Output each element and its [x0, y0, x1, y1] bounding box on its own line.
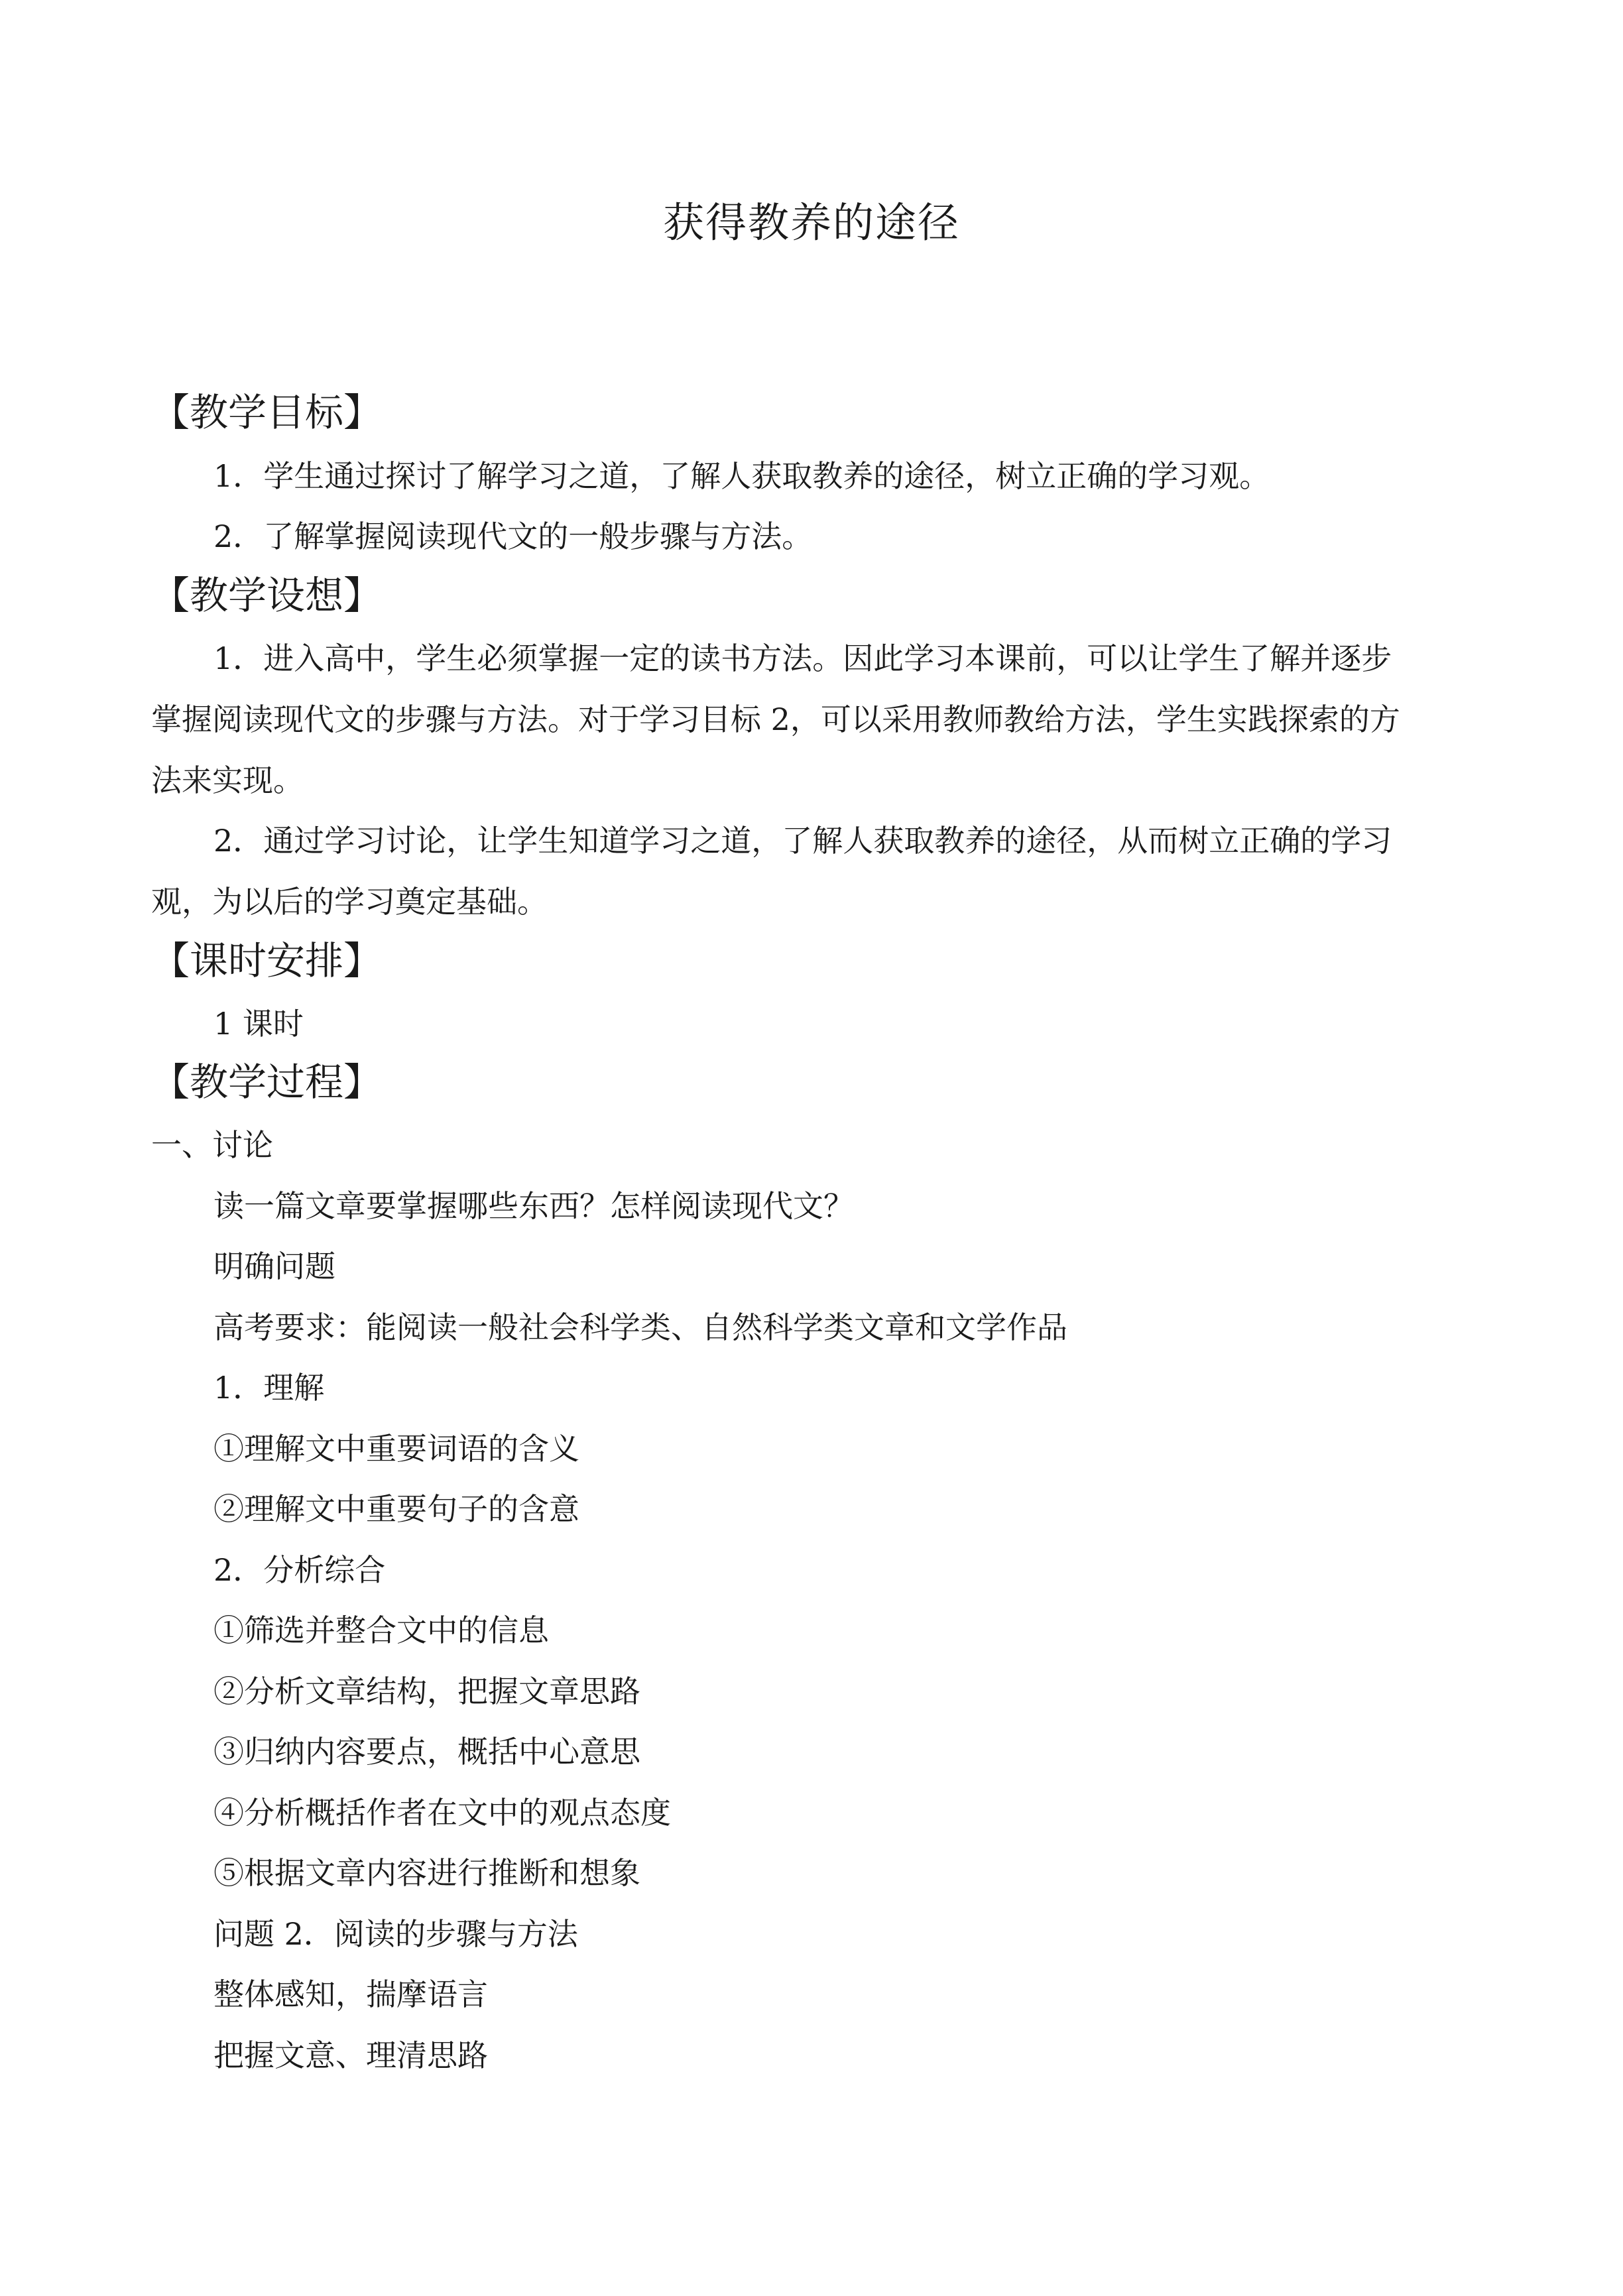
process-line: ④分析概括作者在文中的观点态度: [213, 1795, 671, 1831]
goal-item: 2．了解掌握阅读现代文的一般步骤与方法。: [213, 518, 813, 554]
goal-item: 1．学生通过探讨了解学习之道，了解人获取教养的途径，树立正确的学习观。: [213, 458, 1270, 494]
process-line: 高考要求：能阅读一般社会科学类、自然科学类文章和文学作品: [213, 1309, 1067, 1345]
process-line: 问题 2．阅读的步骤与方法: [213, 1916, 578, 1952]
process-line: 1．理解: [213, 1370, 325, 1406]
process-line: 读一篇文章要掌握哪些东西？怎样阅读现代文？: [213, 1188, 854, 1224]
section-heading-goals: 【教学目标】: [151, 390, 383, 435]
process-line: 明确问题: [213, 1248, 335, 1284]
process-part-title: 一、讨论: [151, 1127, 273, 1163]
process-line: ⑤根据文章内容进行推断和想象: [213, 1855, 640, 1891]
process-line: ③归纳内容要点，概括中心意思: [213, 1734, 640, 1770]
design-paragraph-line: 观，为以后的学习奠定基础。: [151, 884, 548, 920]
process-line: ②理解文中重要句子的含意: [213, 1491, 579, 1527]
document-title: 获得教养的途径: [662, 198, 960, 247]
process-line: 整体感知，揣摩语言: [213, 1976, 488, 2012]
process-line: ①理解文中重要词语的含义: [213, 1431, 579, 1467]
section-heading-design: 【教学设想】: [151, 573, 383, 618]
process-line: 2．分析综合: [213, 1552, 386, 1588]
design-paragraph-line: 掌握阅读现代文的步骤与方法。对于学习目标 2，可以采用教师教给方法，学生实践探索的方: [151, 701, 1400, 737]
process-line: ①筛选并整合文中的信息: [213, 1612, 549, 1648]
design-paragraph-line: 2．通过学习讨论，让学生知道学习之道，了解人获取教养的途径，从而树立正确的学习: [213, 823, 1392, 859]
section-heading-schedule: 【课时安排】: [151, 938, 383, 983]
design-paragraph-line: 法来实现。: [151, 762, 304, 798]
schedule-text: 1 课时: [213, 1006, 304, 1042]
process-line: 把握文意、理清思路: [213, 2037, 488, 2073]
process-line: ②分析文章结构，把握文章思路: [213, 1673, 640, 1709]
design-paragraph-line: 1．进入高中，学生必须掌握一定的读书方法。因此学习本课前，可以让学生了解并逐步: [213, 640, 1392, 676]
section-heading-process: 【教学过程】: [151, 1059, 383, 1105]
